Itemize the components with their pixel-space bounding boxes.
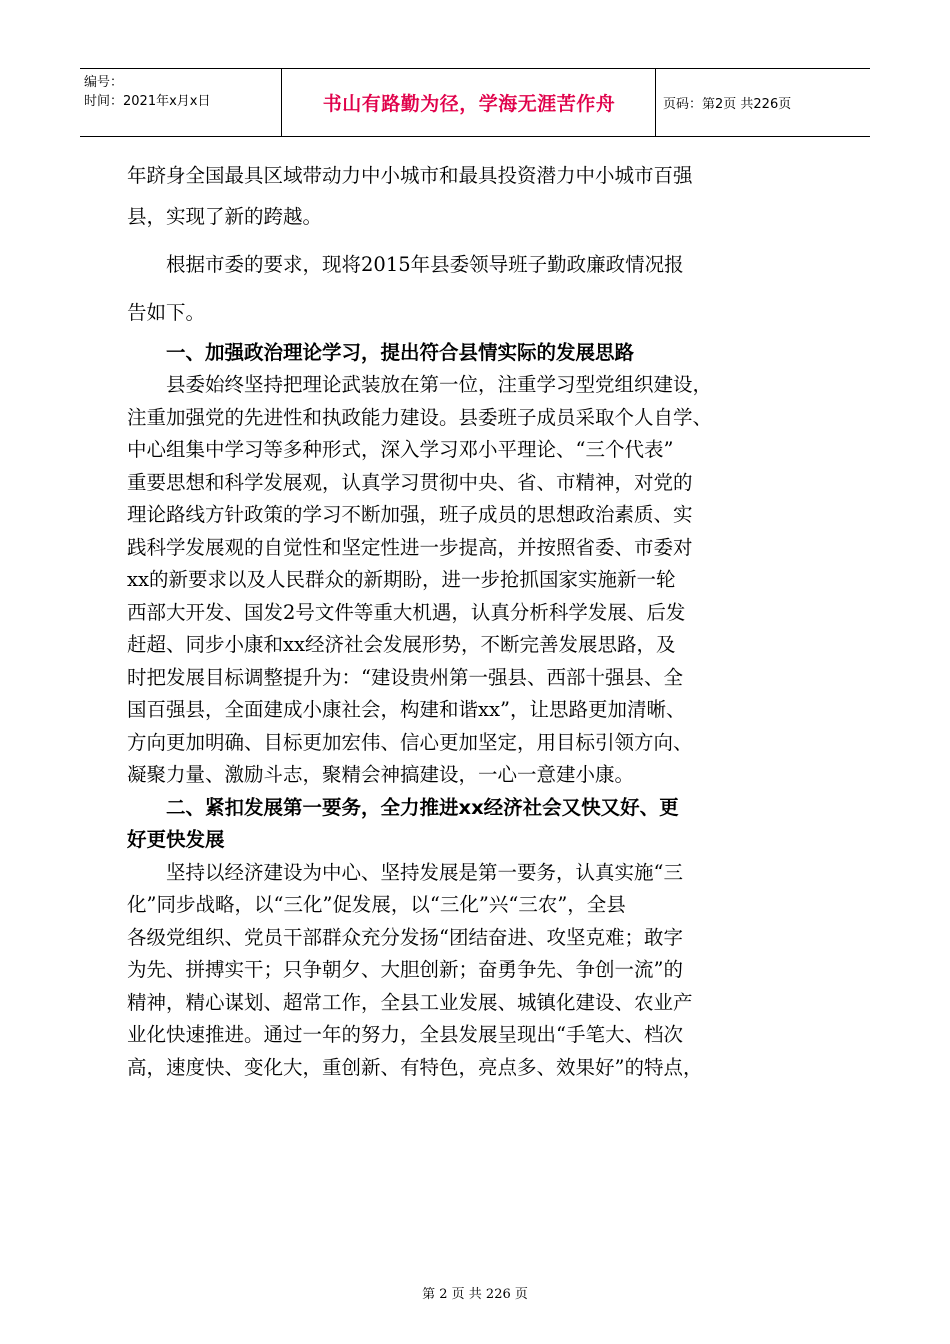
- text-line: 赶超、同步小康和xx经济社会发展形势，不断完善发展思路，及: [127, 633, 676, 656]
- text-line: 化”同步战略，以“三化”促发展，以“三化”兴“三农”，全县: [127, 893, 626, 916]
- text-line: 县，实现了新的跨越。: [127, 204, 323, 228]
- text-line: 精神，精心谋划、超常工作，全县工业发展、城镇化建设、农业产: [127, 990, 693, 1014]
- header-divider: [281, 69, 282, 136]
- text-line: 西部大开发、国发2号文件等重大机遇，认真分析科学发展、后发: [127, 600, 686, 624]
- text-line: 注重加强党的先进性和执政能力建设。县委班子成员采取个人自学、: [127, 405, 713, 429]
- doc-number-label: 编号：: [84, 75, 124, 90]
- text-line: 各级党组织、党员干部群众充分发扬“团结奋进、攻坚克难；敢字: [127, 925, 683, 949]
- header-motto: 书山有路勤为径，学海无涯苦作舟: [322, 93, 616, 115]
- text-line: 根据市委的要求，现将2015年县委领导班子勤政廉政情况报: [127, 252, 684, 276]
- text-line: 为先、拼搏实干；只争朝夕、大胆创新；奋勇争先、争创一流”的: [127, 958, 683, 981]
- text-line: xx的新要求以及人民群众的新期盼，进一步抢抓国家实施新一轮: [127, 568, 676, 591]
- header-meta: [84, 73, 279, 111]
- text-line: 国百强县，全面建成小康社会，构建和谐xx”，让思路更加清晰、: [127, 698, 686, 721]
- text-line: 理论路线方针政策的学习不断加强，班子成员的思想政治素质、实: [127, 503, 693, 526]
- text-line: 高，速度快、变化大，重创新、有特色，亮点多、效果好”的特点，: [127, 1055, 703, 1079]
- text-line: 业化快速推进。通过一年的努力，全县发展呈现出“手笔大、档次: [127, 1023, 683, 1046]
- text-line: 县委始终坚持把理论武装放在第一位，注重学习型党组织建设，: [127, 373, 713, 396]
- text-line: 重要思想和科学发展观，认真学习贯彻中央、省、市精神，对党的: [127, 470, 693, 494]
- section-heading: 二、紧扣发展第一要务，全力推进xx经济社会又快又好、更: [127, 795, 679, 819]
- text-line: 时把发展目标调整提升为：“建设贵州第一强县、西部十强县、全: [127, 665, 683, 689]
- text-line: 方向更加明确、目标更加宏伟、信心更加坚定，用目标引领方向、: [127, 730, 693, 754]
- text-line: 坚持以经济建设为中心、坚持发展是第一要务，认真实施“三: [127, 860, 683, 884]
- header-page-info: 页码：第2页 共226页: [663, 97, 792, 112]
- text-line: 中心组集中学习等多种形式，深入学习邓小平理论、“三个代表”: [127, 438, 674, 461]
- section-heading: 一、加强政治理论学习，提出符合县情实际的发展思路: [127, 340, 635, 364]
- header-table: [80, 68, 870, 137]
- header-divider: [655, 69, 656, 136]
- document-body: [127, 160, 827, 1084]
- text-line: 凝聚力量、激励斗志，聚精会神搞建设，一心一意建小康。: [127, 763, 635, 786]
- text-line: 告如下。: [127, 300, 206, 324]
- section-heading: 好更快发展: [127, 828, 225, 851]
- time-label: 时间：2021年x月x日: [84, 94, 211, 109]
- text-line: 年跻身全国最具区域带动力中小城市和最具投资潜力中小城市百强: [127, 164, 693, 187]
- text-line: 践科学发展观的自觉性和坚定性进一步提高，并按照省委、市委对: [127, 535, 693, 559]
- page-footer: 第 2 页 共 226 页: [422, 1287, 528, 1302]
